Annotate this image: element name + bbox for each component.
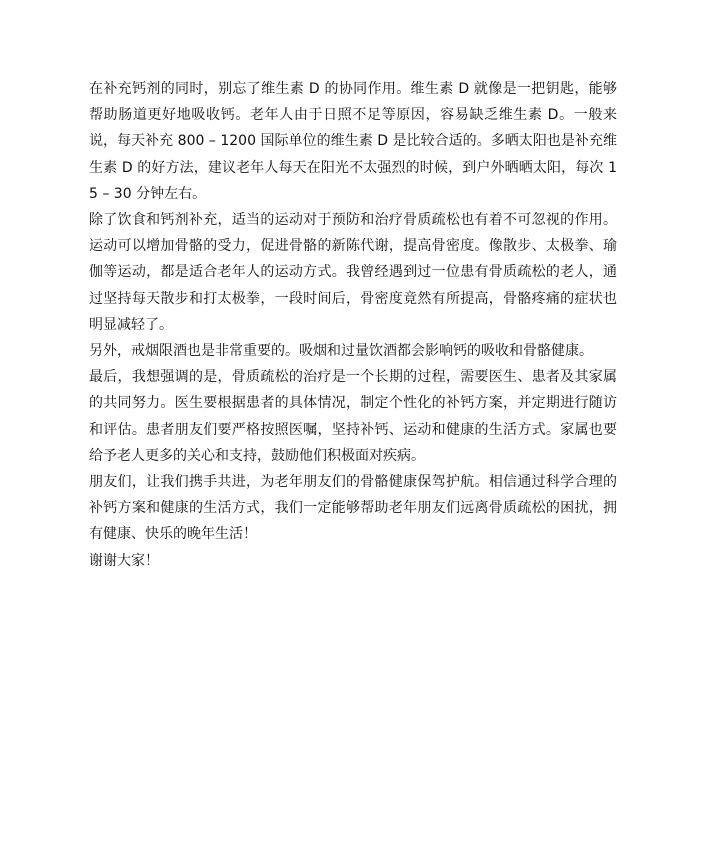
paragraph-exercise: 除了饮食和钙剂补充，适当的运动对于预防和治疗骨质疏松也有着不可忽视的作用。运动可以增加骨骼的受力，促进骨骼的新陈代谢，提高骨密度。像散步、太极拳、瑜伽等运动，都是适合老年人的运动方式。我曾经遇到过一位患有骨质疏松的老人，通过坚持每天散步和打太极拳，一段时间后，骨密度竟然有所提高，骨骼疼痛的症状也明显减轻了。 — [89, 212, 617, 333]
paragraph-thanks: 谢谢大家！ — [89, 552, 159, 569]
paragraph-closing-appeal: 朋友们，让我们携手共进，为老年朋友们的骨骼健康保驾护航。相信通过科学合理的补钙方案和健康的生活方式，我们一定能够帮助老年朋友们远离骨质疏松的困扰，拥有健康、快乐的晚年生活！ — [89, 474, 617, 543]
paragraph-long-term-treatment: 最后，我想强调的是，骨质疏松的治疗是一个长期的过程，需要医生、患者及其家属的共同努力。医生要根据患者的具体情况，制定个性化的补钙方案，并定期进行随访和评估。患者朋友们要严格按照医嘱，坚持补钙、运动和健康的生活方式。家属也要给予老人更多的关心和支持，鼓励他们积极面对疾病。 — [89, 369, 617, 464]
document-page — [89, 76, 617, 574]
paragraph-smoking-drinking: 另外，戒烟限酒也是非常重要的。吸烟和过量饮酒都会影响钙的吸收和骨骼健康。 — [89, 343, 593, 360]
paragraph-vitamin-d: 在补充钙剂的同时，别忘了维生素 D 的协同作用。维生素 D 就像是一把钥匙，能够帮助肠道更好地吸收钙。老年人由于日照不足等原因，容易缺乏维生素 D。一般来说，每天补充 800 – 1200 国际单位的维生素 D 是比较合适的。多晒太阳也是补充维生素 D 的好方法，建议老年人每天在阳光不太强烈的时候，到户外晒晒太阳，每次 15 – 30 分钟左右。 — [89, 81, 617, 202]
